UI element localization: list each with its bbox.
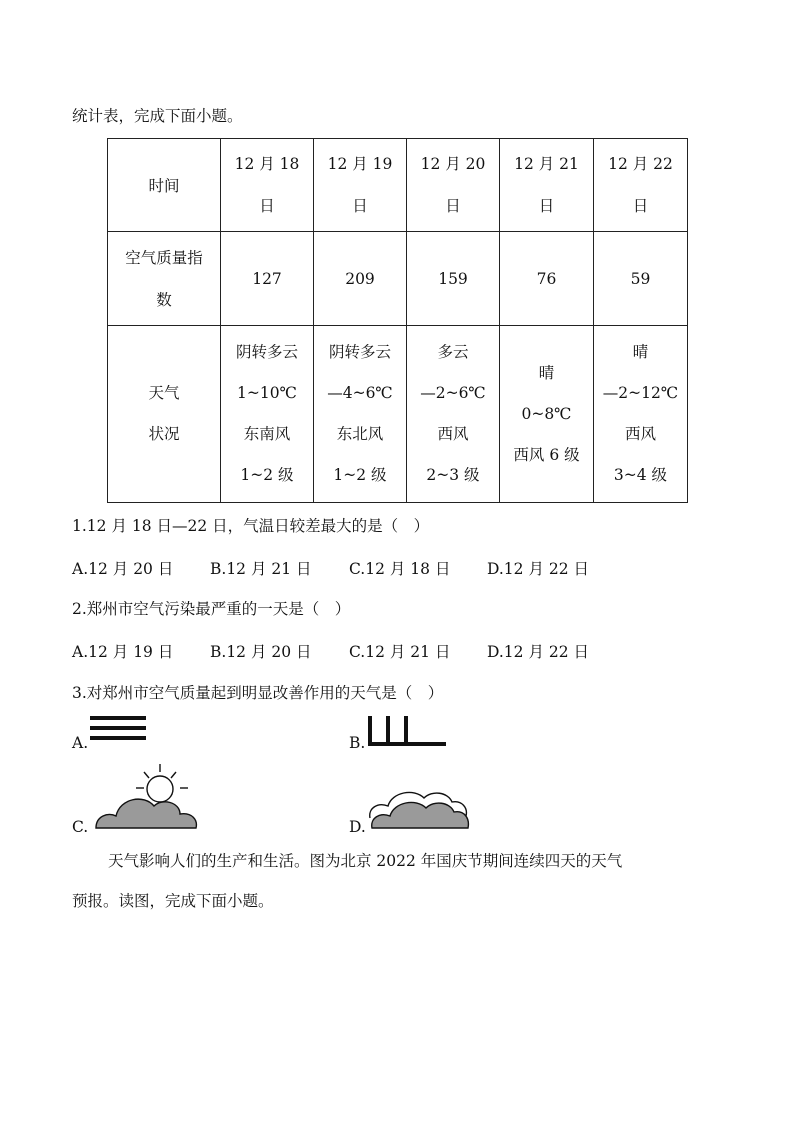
weather-cell: 阴转多云 1~10℃ 东南风 1~2 级 [221, 326, 314, 503]
aqi-cell: 76 [500, 232, 594, 326]
statistics-table [107, 138, 688, 503]
row-label-weather: 天气 状况 [108, 326, 221, 503]
date-cell: 12 月 20 日 [407, 139, 500, 232]
aqi-cell: 209 [314, 232, 407, 326]
q3-option-a[interactable] [72, 734, 88, 752]
weather-cell: 阴转多云 —4~6℃ 东北风 1~2 级 [314, 326, 407, 503]
date-cell: 12 月 22 日 [594, 139, 688, 232]
wind-icon [366, 714, 448, 748]
table-row-time [108, 139, 688, 232]
option-letter: B. [349, 734, 366, 752]
q3-option-d[interactable] [349, 818, 366, 836]
table-row-weather [108, 326, 688, 503]
row-label-time: 时间 [108, 139, 221, 232]
q1-option-d[interactable]: D.12 月 22 日 [487, 560, 590, 578]
passage-line-1: 天气影响人们的生产和生活。图为北京 2022 年国庆节期间连续四天的天气 [108, 852, 623, 870]
q2-option-a[interactable]: A.12 月 19 日 [72, 643, 174, 661]
weather-cell: 多云 —2~6℃ 西风 2~3 级 [407, 326, 500, 503]
table-row-aqi [108, 232, 688, 326]
question-2-stem: 2.郑州市空气污染最严重的一天是（ ） [72, 600, 351, 618]
date-cell: 12 月 21 日 [500, 139, 594, 232]
date-cell: 12 月 19 日 [314, 139, 407, 232]
q1-option-b[interactable]: B.12 月 21 日 [210, 560, 312, 578]
passage-line-2: 预报。读图，完成下面小题。 [72, 892, 274, 910]
q3-option-b[interactable] [349, 734, 365, 752]
cloudy-icon [366, 784, 470, 832]
aqi-cell: 159 [407, 232, 500, 326]
partly-cloudy-icon [92, 758, 202, 832]
q2-option-d[interactable]: D.12 月 22 日 [487, 643, 590, 661]
q1-option-c[interactable]: C.12 月 18 日 [349, 560, 451, 578]
option-letter: D. [349, 818, 366, 836]
question-3-stem: 3.对郑州市空气质量起到明显改善作用的天气是（ ） [72, 684, 444, 702]
question-1-stem: 1.12 月 18 日—22 日，气温日较差最大的是（ ） [72, 517, 430, 535]
q1-option-a[interactable]: A.12 月 20 日 [72, 560, 174, 578]
weather-cell: 晴 0~8℃ 西风 6 级 [500, 326, 594, 503]
row-label-aqi: 空气质量指 数 [108, 232, 221, 326]
aqi-cell: 127 [221, 232, 314, 326]
option-letter: C. [72, 818, 89, 836]
intro-text: 统计表，完成下面小题。 [72, 107, 243, 125]
weather-cell: 晴 —2~12℃ 西风 3~4 级 [594, 326, 688, 503]
option-letter: A. [72, 734, 89, 752]
aqi-cell: 59 [594, 232, 688, 326]
q3-option-c[interactable] [72, 818, 88, 836]
date-cell: 12 月 18 日 [221, 139, 314, 232]
q2-option-b[interactable]: B.12 月 20 日 [210, 643, 312, 661]
fog-icon [90, 714, 150, 748]
q2-option-c[interactable]: C.12 月 21 日 [349, 643, 451, 661]
